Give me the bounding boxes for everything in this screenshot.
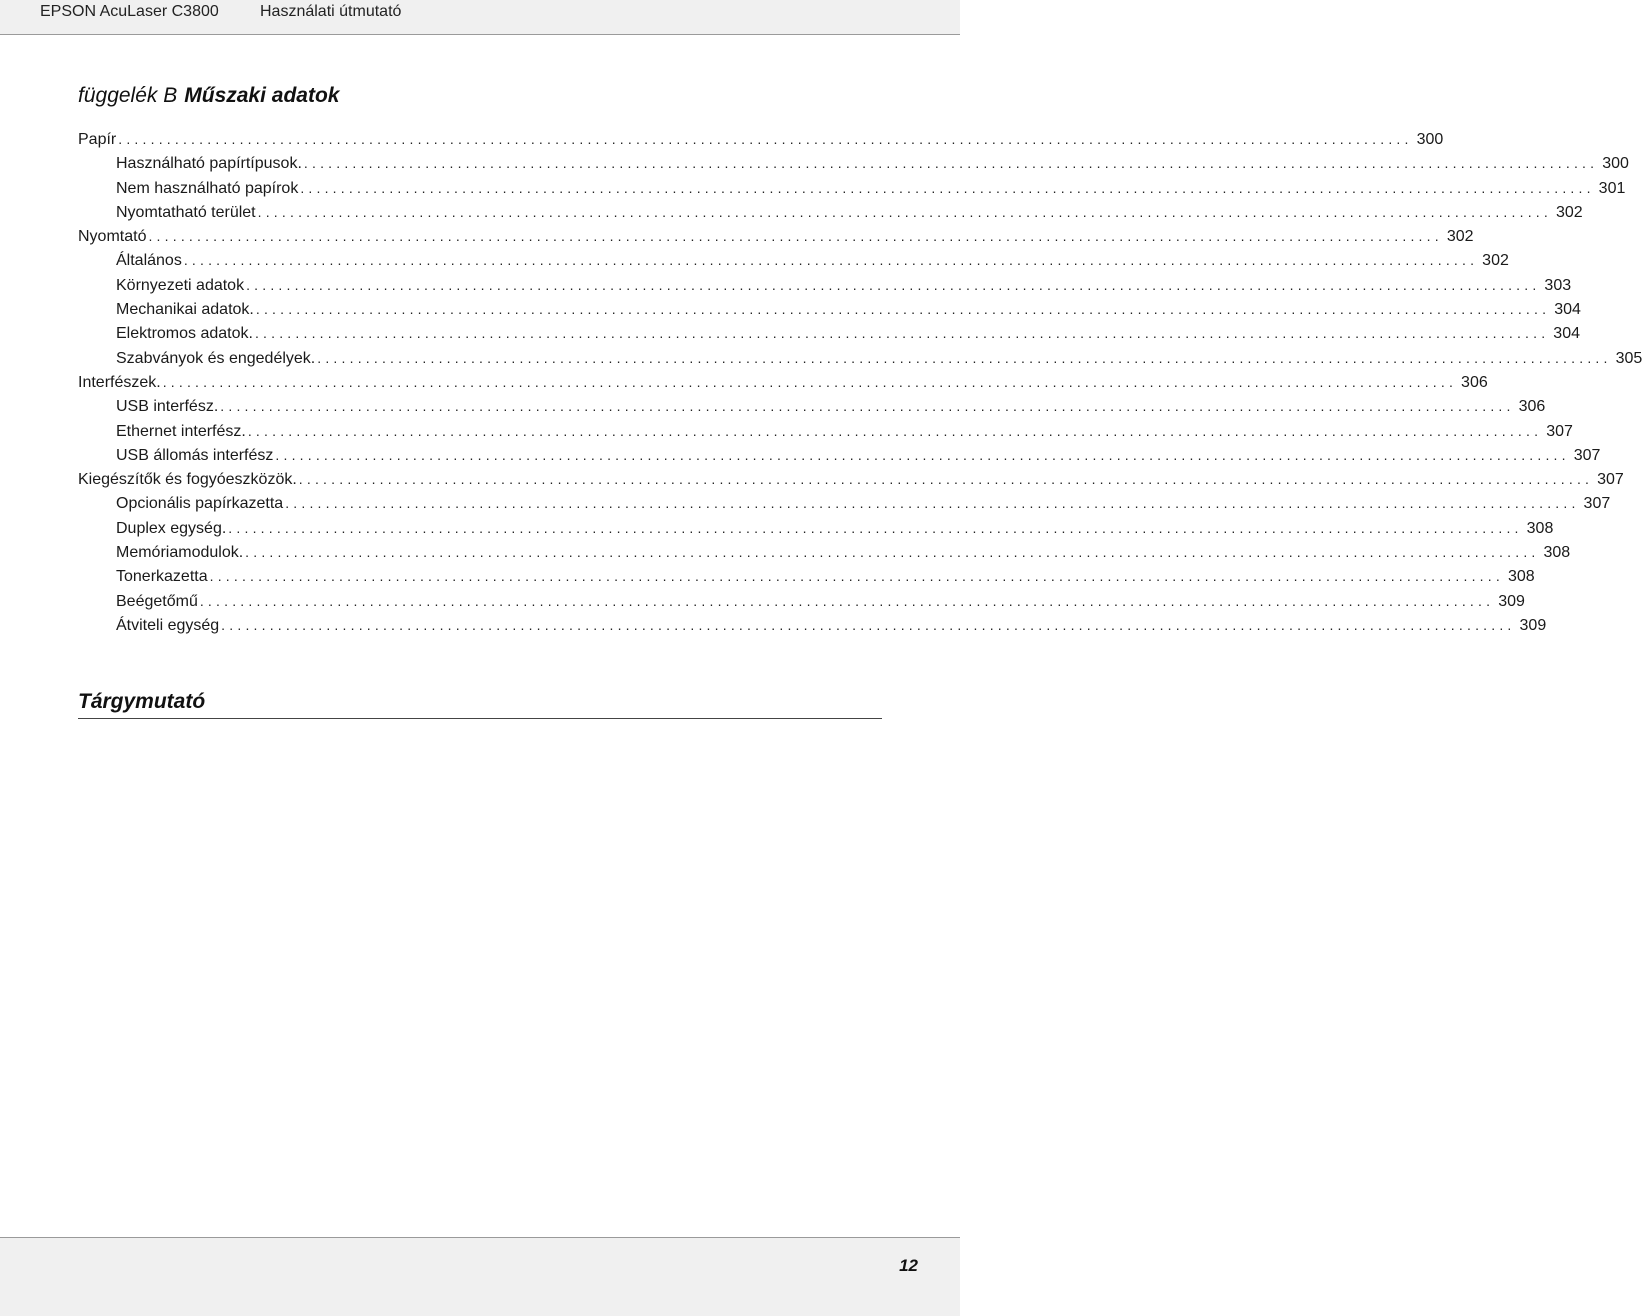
toc-entry-link[interactable] [116, 321, 1580, 345]
toc-entry-link[interactable] [116, 491, 1611, 515]
toc-entry-label: Papír [78, 131, 117, 148]
toc-entry-link[interactable] [116, 540, 1571, 564]
toc-row [0, 370, 1488, 394]
toc-entry-page-number: 304 [1553, 325, 1580, 343]
toc-row [0, 589, 1525, 613]
toc-entry-link[interactable] [116, 248, 1509, 272]
toc-dot-leader: ................................................................................................................................................................ [148, 228, 1443, 245]
toc-entry-label: Opcionális papírkazetta [116, 495, 284, 513]
toc-row [0, 467, 1624, 491]
toc-entry-link[interactable] [116, 419, 1573, 443]
toc-dot-leader: ................................................................................................................................................................ [247, 422, 1543, 439]
toc-dot-leader: ................................................................................................................................................................ [183, 252, 1479, 269]
toc-dot-leader: ................................................................................................................................................................ [209, 568, 1504, 585]
toc-entry-label: Nyomtató [78, 228, 147, 246]
toc-entry-page-number: 302 [1555, 203, 1583, 221]
toc-dot-leader: ................................................................................................................................................................ [228, 519, 1523, 536]
toc-entry-link[interactable] [116, 151, 1629, 175]
toc-dot-leader: ................................................................................................................................................................ [257, 203, 1552, 220]
toc-entry-page-number: 300 [1602, 155, 1629, 173]
toc-row [0, 346, 1642, 370]
toc-entry-label: Szabványok és engedélyek. [116, 349, 316, 367]
toc-entry-page-number: 301 [1598, 179, 1626, 197]
toc-entry-link[interactable] [116, 200, 1583, 224]
toc-entry-label: Nem használható papírok [116, 179, 299, 197]
toc-entry-link[interactable] [78, 127, 1444, 151]
toc-entry-link[interactable] [116, 394, 1546, 418]
toc-dot-leader: ................................................................................................................................................................ [300, 179, 1595, 196]
toc-entry-page-number: 304 [1554, 301, 1581, 319]
toc-row [0, 443, 1601, 467]
toc-row [0, 419, 1573, 443]
toc-entry-link[interactable] [116, 297, 1581, 321]
toc-dot-leader: ................................................................................................................................................................ [245, 544, 1540, 561]
toc-entry-page-number: 307 [1583, 495, 1611, 513]
toc-entry-page-number: 305 [1615, 349, 1642, 367]
section-heading-prefix: függelék B [78, 84, 178, 107]
toc-row [0, 127, 1444, 151]
toc-dot-leader: ................................................................................................................................................................ [317, 349, 1612, 366]
header-manual-title: Használati útmutató [260, 3, 402, 20]
toc-entry-link[interactable] [116, 346, 1642, 370]
toc-dot-leader: ................................................................................................................................................................ [118, 131, 1413, 147]
toc-entry-label: Átviteli egység [116, 616, 220, 634]
toc-row [0, 540, 1571, 564]
toc-entry-page-number: 308 [1507, 568, 1535, 586]
table-of-contents [0, 127, 1642, 637]
toc-entry-link[interactable] [116, 273, 1572, 297]
running-header [0, 0, 960, 35]
toc-entry-page-number: 306 [1518, 398, 1546, 416]
index-heading-rule [78, 718, 882, 719]
toc-dot-leader: ................................................................................................................................................................ [298, 471, 1594, 488]
toc-entry-label: Beégetőmű [116, 592, 198, 610]
toc-entry-label: USB állomás interfész [116, 446, 274, 464]
toc-row [0, 321, 1580, 345]
toc-dot-leader: ................................................................................................................................................................ [199, 592, 1495, 609]
toc-entry-link[interactable] [116, 613, 1547, 637]
toc-row [0, 516, 1554, 540]
section-heading-name: Műszaki adatok [184, 84, 340, 107]
toc-row [0, 151, 1629, 175]
toc-dot-leader: ................................................................................................................................................................ [303, 155, 1599, 172]
toc-dot-leader: ................................................................................................................................................................ [221, 616, 1516, 633]
toc-dot-leader: ................................................................................................................................................................ [285, 495, 1580, 512]
toc-row [0, 564, 1535, 588]
toc-entry-label: Memóriamodulok. [116, 544, 244, 562]
toc-entry-link[interactable] [78, 370, 1488, 394]
toc-entry-page-number: 300 [1416, 131, 1444, 148]
section-heading [78, 84, 339, 108]
toc-row [0, 248, 1509, 272]
toc-row [0, 176, 1626, 200]
toc-dot-leader: ................................................................................................................................................................ [254, 325, 1550, 342]
toc-row [0, 394, 1546, 418]
toc-dot-leader: ................................................................................................................................................................ [275, 446, 1570, 463]
toc-row [0, 491, 1611, 515]
toc-entry-page-number: 303 [1544, 276, 1572, 294]
toc-entry-page-number: 308 [1526, 519, 1554, 537]
toc-row [0, 613, 1547, 637]
toc-entry-label: Kiegészítők és fogyóeszközök. [78, 471, 297, 489]
toc-dot-leader: ................................................................................................................................................................ [255, 301, 1551, 318]
toc-row [0, 273, 1572, 297]
toc-entry-label: Elektromos adatok. [116, 325, 253, 343]
running-footer [0, 1237, 960, 1316]
toc-entry-page-number: 307 [1546, 422, 1573, 440]
toc-row [0, 297, 1581, 321]
toc-entry-page-number: 308 [1543, 544, 1571, 562]
toc-row [0, 224, 1474, 248]
toc-entry-link[interactable] [116, 564, 1535, 588]
page-number: 12 [899, 1256, 918, 1275]
toc-entry-label: Nyomtatható terület [116, 203, 256, 221]
header-product-name: EPSON AcuLaser C3800 [40, 3, 219, 20]
toc-entry-link[interactable] [116, 516, 1554, 540]
toc-row [0, 200, 1583, 224]
toc-dot-leader: ................................................................................................................................................................ [220, 398, 1515, 415]
toc-entry-page-number: 306 [1461, 373, 1488, 391]
toc-entry-link[interactable] [116, 443, 1601, 467]
toc-entry-label: Általános [116, 252, 182, 270]
toc-entry-page-number: 309 [1498, 592, 1525, 610]
index-heading[interactable]: Tárgymutató [78, 690, 206, 713]
toc-entry-link[interactable] [116, 589, 1525, 613]
toc-entry-label: Környezeti adatok [116, 276, 245, 294]
toc-entry-label: Mechanikai adatok. [116, 301, 254, 319]
toc-entry-label: Duplex egység. [116, 519, 227, 537]
toc-entry-page-number: 302 [1482, 252, 1509, 270]
toc-entry-page-number: 302 [1446, 228, 1474, 246]
toc-entry-label: USB interfész. [116, 398, 219, 416]
toc-entry-label: Használható papírtípusok. [116, 155, 302, 173]
toc-entry-page-number: 307 [1597, 471, 1624, 489]
toc-entry-link[interactable] [78, 224, 1474, 248]
toc-entry-label: Tonerkazetta [116, 568, 208, 586]
toc-entry-label: Ethernet interfész. [116, 422, 246, 440]
toc-entry-link[interactable] [116, 176, 1626, 200]
toc-entry-label: Interfészek. [78, 373, 161, 391]
toc-entry-page-number: 307 [1573, 446, 1601, 464]
toc-entry-link[interactable] [78, 467, 1624, 491]
toc-dot-leader: ................................................................................................................................................................ [162, 373, 1458, 390]
toc-entry-page-number: 309 [1519, 616, 1547, 634]
toc-dot-leader: ................................................................................................................................................................ [246, 276, 1541, 293]
